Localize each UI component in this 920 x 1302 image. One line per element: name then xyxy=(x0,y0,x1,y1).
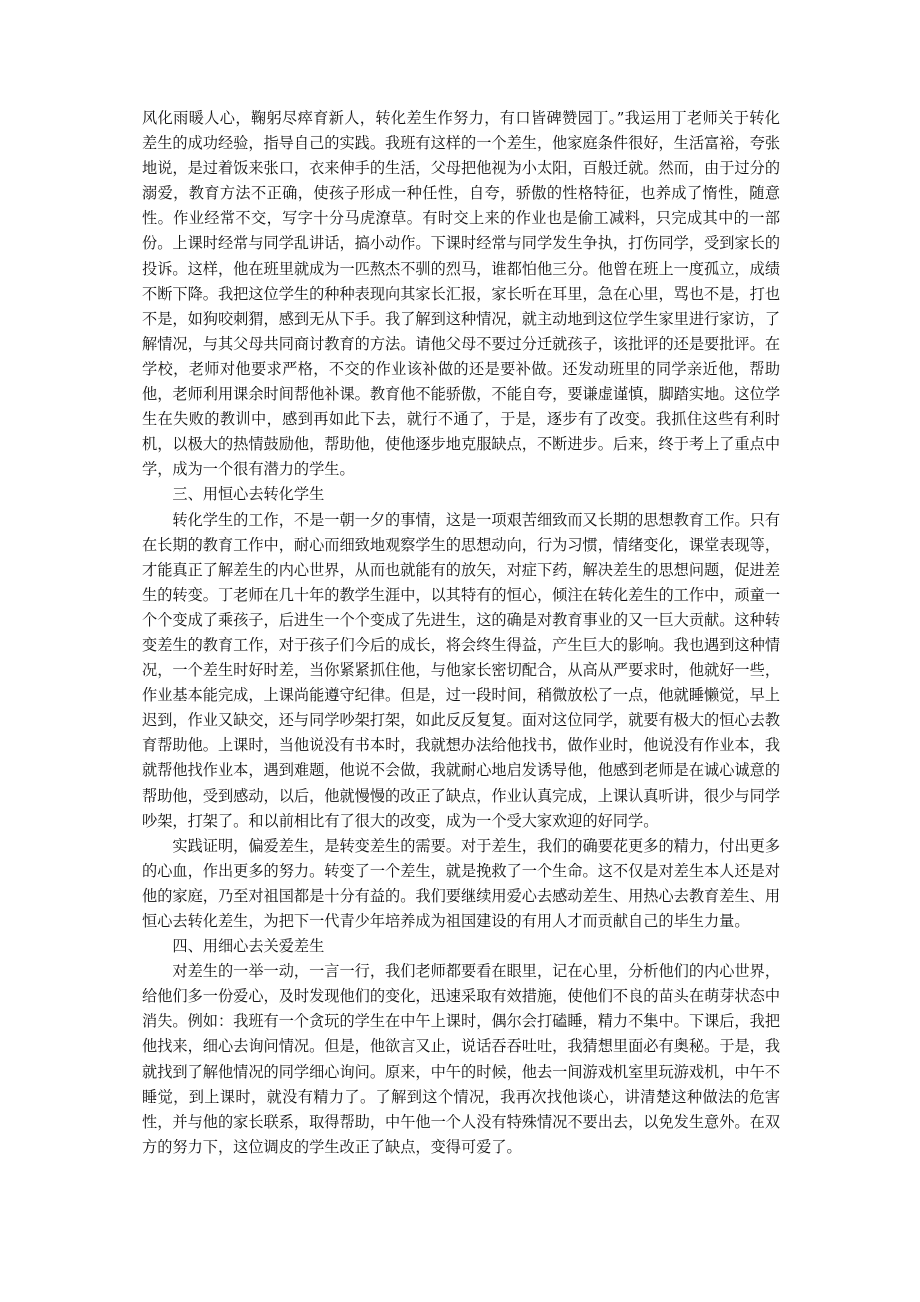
paragraph-perseverance: 转化学生的工作，不是一朝一夕的事情，这是一项艰苦细致而又长期的思想教育工作。只有在长期的教育工作中，耐心而细致地观察学生的思想动向，行为习惯，情绪变化，课堂表现等，才能真正了解差生的内心世界，从而也就能有的放矢，对症下药，解决差生的思想问题，促进差生的转变。丁老师在几十年的教学生涯中，以其特有的恒心，倾注在转化差生的工作中，顽童一个个变成了乘孩子，后进生一个个变成了先进生，这的确是对教育事业的又一巨大贡献。这种转变差生的教育工作，对于孩子们今后的成长，将会终生得益，产生巨大的影响。我也遇到这种情况，一个差生时好时差，当你紧紧抓住他，与他家长密切配合，从高从严要求时，他就好一些，作业基本能完成，上课尚能遵守纪律。但是，过一段时间，稍微放松了一点，他就睡懒觉，早上迟到，作业又缺交，还与同学吵架打架，如此反反复复。面对这位同学，就要有极大的恒心去教育帮助他。上课时，当他说没有书本时，我就想办法给他找书，做作业时，他说没有作业本，我就帮他找作业本，遇到难题，他说不会做，我就耐心地启发诱导他，他感到老师是在诚心诚意的帮助他，受到感动，以后，他就慢慢的改正了缺点，作业认真完成，上课认真听讲，很少与同学吵架，打架了。和以前相比有了很大的改变，成为一个受大家欢迎的好同学。 xyxy=(142,510,780,830)
paragraph-practice: 实践证明，偏爱差生，是转变差生的需要。对于差生，我们的确要花更多的精力，付出更多的心血，作出更多的努力。转变了一个差生，就是挽救了一个生命。这不仅是对差生本人还是对他的家庭，乃至对祖国都是十分有益的。我们要继续用爱心去感动差生、用热心去教育差生、用恒心去转化差生，为把下一代青少年培养成为祖国建设的有用人才而贡献自己的毕生力量。 xyxy=(142,836,780,930)
section-heading-4: 四、用细心去关爱差生 xyxy=(172,937,325,956)
document-body xyxy=(142,106,780,1160)
paragraph-carefulness: 对差生的一举一动，一言一行，我们老师都要看在眼里，记在心里，分析他们的内心世界，给他们多一份爱心，及时发现他们的变化，迅速采取有效措施，使他们不良的苗头在萌芽状态中消失。例如：我班有一个贪玩的学生在中午上课时，偶尔会打磕睡，精力不集中。下课后，我把他找来，细心去询问情况。但是，他欲言又止，说话吞吞吐吐，我猜想里面必有奥秘。于是，我就找到了解他情况的同学细心询问。原来，中午的时候，他去一间游戏机室里玩游戏机，中午不睡觉，到上课时，就没有精力了。了解到这个情况，我再次找他谈心，讲清楚这种做法的危害性，并与他的家长联系，取得帮助，中午他一个人没有特殊情况不要出去，以免发生意外。在双方的努力下，这位调皮的学生改正了缺点，变得可爱了。 xyxy=(142,962,780,1156)
paragraph-continuation: 风化雨暖人心，鞠躬尽瘁育新人，转化差生作努力，有口皆碑赞园丁。”我运用丁老师关于转化差生的成功经验，指导自己的实践。我班有这样的一个差生，他家庭条件很好，生活富裕，夸张地说，是过着饭来张口，衣来伸手的生活，父母把他视为小太阳，百般迁就。然而，由于过分的溺爱，教育方法不正确，使孩子形成一种任性，自夸，骄傲的性格特征，也养成了惰性，随意性。作业经常不交，写字十分马虎潦草。有时交上来的作业也是偷工减料，只完成其中的一部份。上课时经常与同学乱讲话，搞小动作。下课时经常与同学发生争执，打伤同学，受到家长的投诉。这样，他在班里就成为一匹熬杰不驯的烈马，谁都怕他三分。他曾在班上一度孤立，成绩不断下降。我把这位学生的种种表现向其家长汇报，家长听在耳里，急在心里，骂也不是，打也不是，如狗咬刺猬，感到无从下手。我了解到这种情况，就主动地到这位学生家里进行家访，了解情况，与其父母共同商讨教育的方法。请他父母不要过分迁就孩子，该批评的还是要批评。在学校，老师对他要求严格，不交的作业该补做的还是要补做。还发动班里的同学亲近他，帮助他，老师利用课余时间帮他补课。教育他不能骄傲，不能自夸，要谦虚谨慎，脚踏实地。这位学生在失败的教训中，感到再如此下去，就行不通了，于是，逐步有了改变。我抓住这些有利时机，以极大的热情鼓励他，帮助他，使他逐步地克服缺点，不断进步。后来，终于考上了重点中学，成为一个很有潜力的学生。 xyxy=(142,109,780,479)
section-heading-3: 三、用恒心去转化学生 xyxy=(172,485,325,504)
